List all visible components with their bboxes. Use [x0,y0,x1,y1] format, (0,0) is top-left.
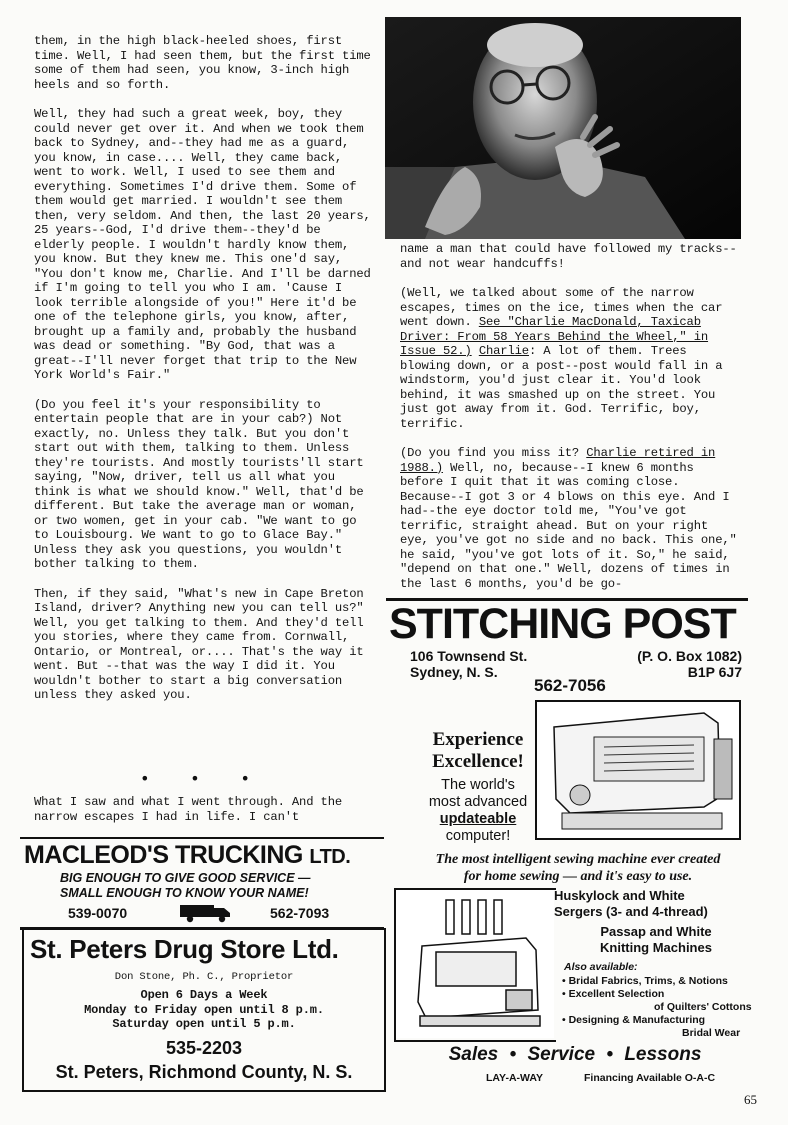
answer-text: Well, no, because--I knew 6 months before I quit that it was coming close. Because--I got 3 or 4 blows on this eye. And I had--the eye doctor told me, "You've got terrific, straight ahead. But on your right eye, you've got no side and no back. This one," he said, "you've got lots of it. So," he said, "depend on that one." Well, dozens of times in the last 6 months, you'd be go- [400,460,737,591]
sewing-machine-image [534,699,742,841]
article-paragraph: Well, they had such a great week, boy, they could never get over it. And when we took them back to Sydney, and--they had me as a guard, you know, in case.... Well, they came back, went to work. Well, I used to see them and everything. Sometimes I'd drive them. Some of them would get married. I wouldn't see them then, very seldom. And then, the last 20 years, 25 years--God, I'd drive them--they'd be elderly people. I wouldn't hardly know them, you know. But they knew me. This one'd say, "You don't know me, Charlie. And I'll be darned if I'm going to tell you who I am. 'Cause I look terrible alongside of you!" Here it'd be one of the telephone girls, you know, after, brought up a family and, probably the husband was dead or something. "By God, that was a great--I'll never forget that trip to the New York World's Fair." [34,107,371,382]
knitting-heading: Passap and White Knitting Machines [600,924,712,955]
sales-service-lessons: Sales • Service • Lessons [448,1044,702,1065]
interviewer-question: (Well, we talked about some of the narrow escapes, times on the ice, times when the car went down. [400,286,723,329]
ad-title: St. Peters Drug Store Ltd. [30,934,339,964]
serger-machine-image [394,888,556,1042]
list-item: • Excellent Selection [562,988,665,1000]
experience-headline: Experience Excellence! [432,729,524,772]
answer-text: : A lot of them. Trees blowing down, or a post--post would fall in a windstorm, you'd just clear it. You'd look behind, it was smashed up on the street. You just got away from it. God. Terrific, boy, terrific. [400,344,723,431]
weekday-hours: Monday to Friday open until 8 p.m. [84,1003,324,1017]
editor-note: Charlie retired in 1988.) [400,446,716,475]
st-peters-drug-store-ad [22,928,386,1092]
computer-blurb: The world's most advanced updateable computer! [428,777,528,844]
available-list [562,975,752,1040]
article-paragraph: What I saw and what I went through. And the narrow escapes I had in life. I can't [34,795,343,824]
proprietor: Don Stone, Ph. C., Proprietor [114,971,294,983]
serger-knitting-ad [390,886,750,1090]
phone-number: 562-7056 [534,676,606,695]
street-address: 106 Townsend St. Sydney, N. S. [410,648,528,680]
phone-number: 539-0070 [68,905,128,921]
phone-number: 562-7093 [270,905,330,921]
macleods-trucking-ad [20,837,384,930]
list-item: Bridal Wear [682,1027,741,1039]
truck-icon [178,901,234,923]
po-box: (P. O. Box 1082) B1P 6J7 [637,648,742,680]
store-location: St. Peters, Richmond County, N. S. [55,1062,353,1082]
open-days: Open 6 Days a Week [140,988,268,1002]
section-dot: • [240,769,250,788]
issue-reference-link: See "Charlie MacDonald, Taxicab Driver: From 58 Years Behind the Wheel," in Issue 52.) [400,315,709,358]
ad-title: MACLEOD'S TRUCKING LTD. [24,841,351,869]
list-item: • Bridal Fabrics, Trims, & Notions [562,975,728,987]
speaker-name: Charlie [478,344,529,358]
article-paragraph: them, in the high black-heeled shoes, first time. Well, I had seen them, but the first time some of them had seen, you know, 3-inch high heels and so forth. [34,34,371,92]
stitching-post-ad [386,598,748,891]
saturday-hours: Saturday open until 5 p.m. [112,1017,296,1031]
article-paragraph: name a man that could have followed my tracks--and not wear handcuffs! [400,242,737,271]
article-paragraph: (Do you feel it's your responsibility to entertain people that are in your cab?) Not exactly, no. Unless they talk. But you don't start out with them, talking to them. Unless they're tourists. And mostly tourists'll start saying, "Now, driver, tell us all what you think is what we should know." Well, that'd be different. But take the average man or woman, or two women, get in your cab. "We want to go to Louisbourg. We want to go to Glace Bay." Unless they ask you questions, you wouldn't bother talking to them. [34,397,364,571]
ad-slogan: BIG ENOUGH TO GIVE GOOD SERVICE — SMALL ENOUGH TO KNOW YOUR NAME! [60,871,311,900]
article-paragraph [400,286,740,431]
list-item: • Designing & Manufacturing [562,1014,706,1026]
left-article-column [34,34,374,718]
section-dot: • [140,769,150,788]
also-available-label: Also available: [564,961,638,973]
phone-number: 535-2203 [165,1038,243,1058]
ad-title: STITCHING POST [389,600,736,648]
section-break [140,769,250,788]
left-article-tail [34,795,374,839]
right-article-column [400,242,740,606]
article-paragraph [400,446,740,591]
list-item: of Quilters' Cottons [654,1001,752,1013]
page-number: 65 [744,1092,757,1107]
charlie-portrait-photo [385,17,741,239]
financing-note: Financing Available O-A-C [584,1072,716,1084]
layaway-note: LAY-A-WAY [486,1072,543,1084]
article-paragraph: Then, if they said, "What's new in Cape Breton Island, driver? Anything new you can tell us?" Well, you get talking to them. And they'd tell you stories, where they came from. Cornwall, Ontario, or Montreal, or.... That's the way it went. But --that was the way I did it. You wouldn't bother to start a big conversation unless they asked you. [34,586,364,702]
section-dot: • [190,769,200,788]
interviewer-question: (Do you find you miss it? [400,446,580,460]
serger-heading: Huskylock and White Sergers (3- and 4-thread) [554,888,708,919]
sewing-tagline: The most intelligent sewing machine ever created for home sewing — and it's easy to use. [435,852,721,884]
